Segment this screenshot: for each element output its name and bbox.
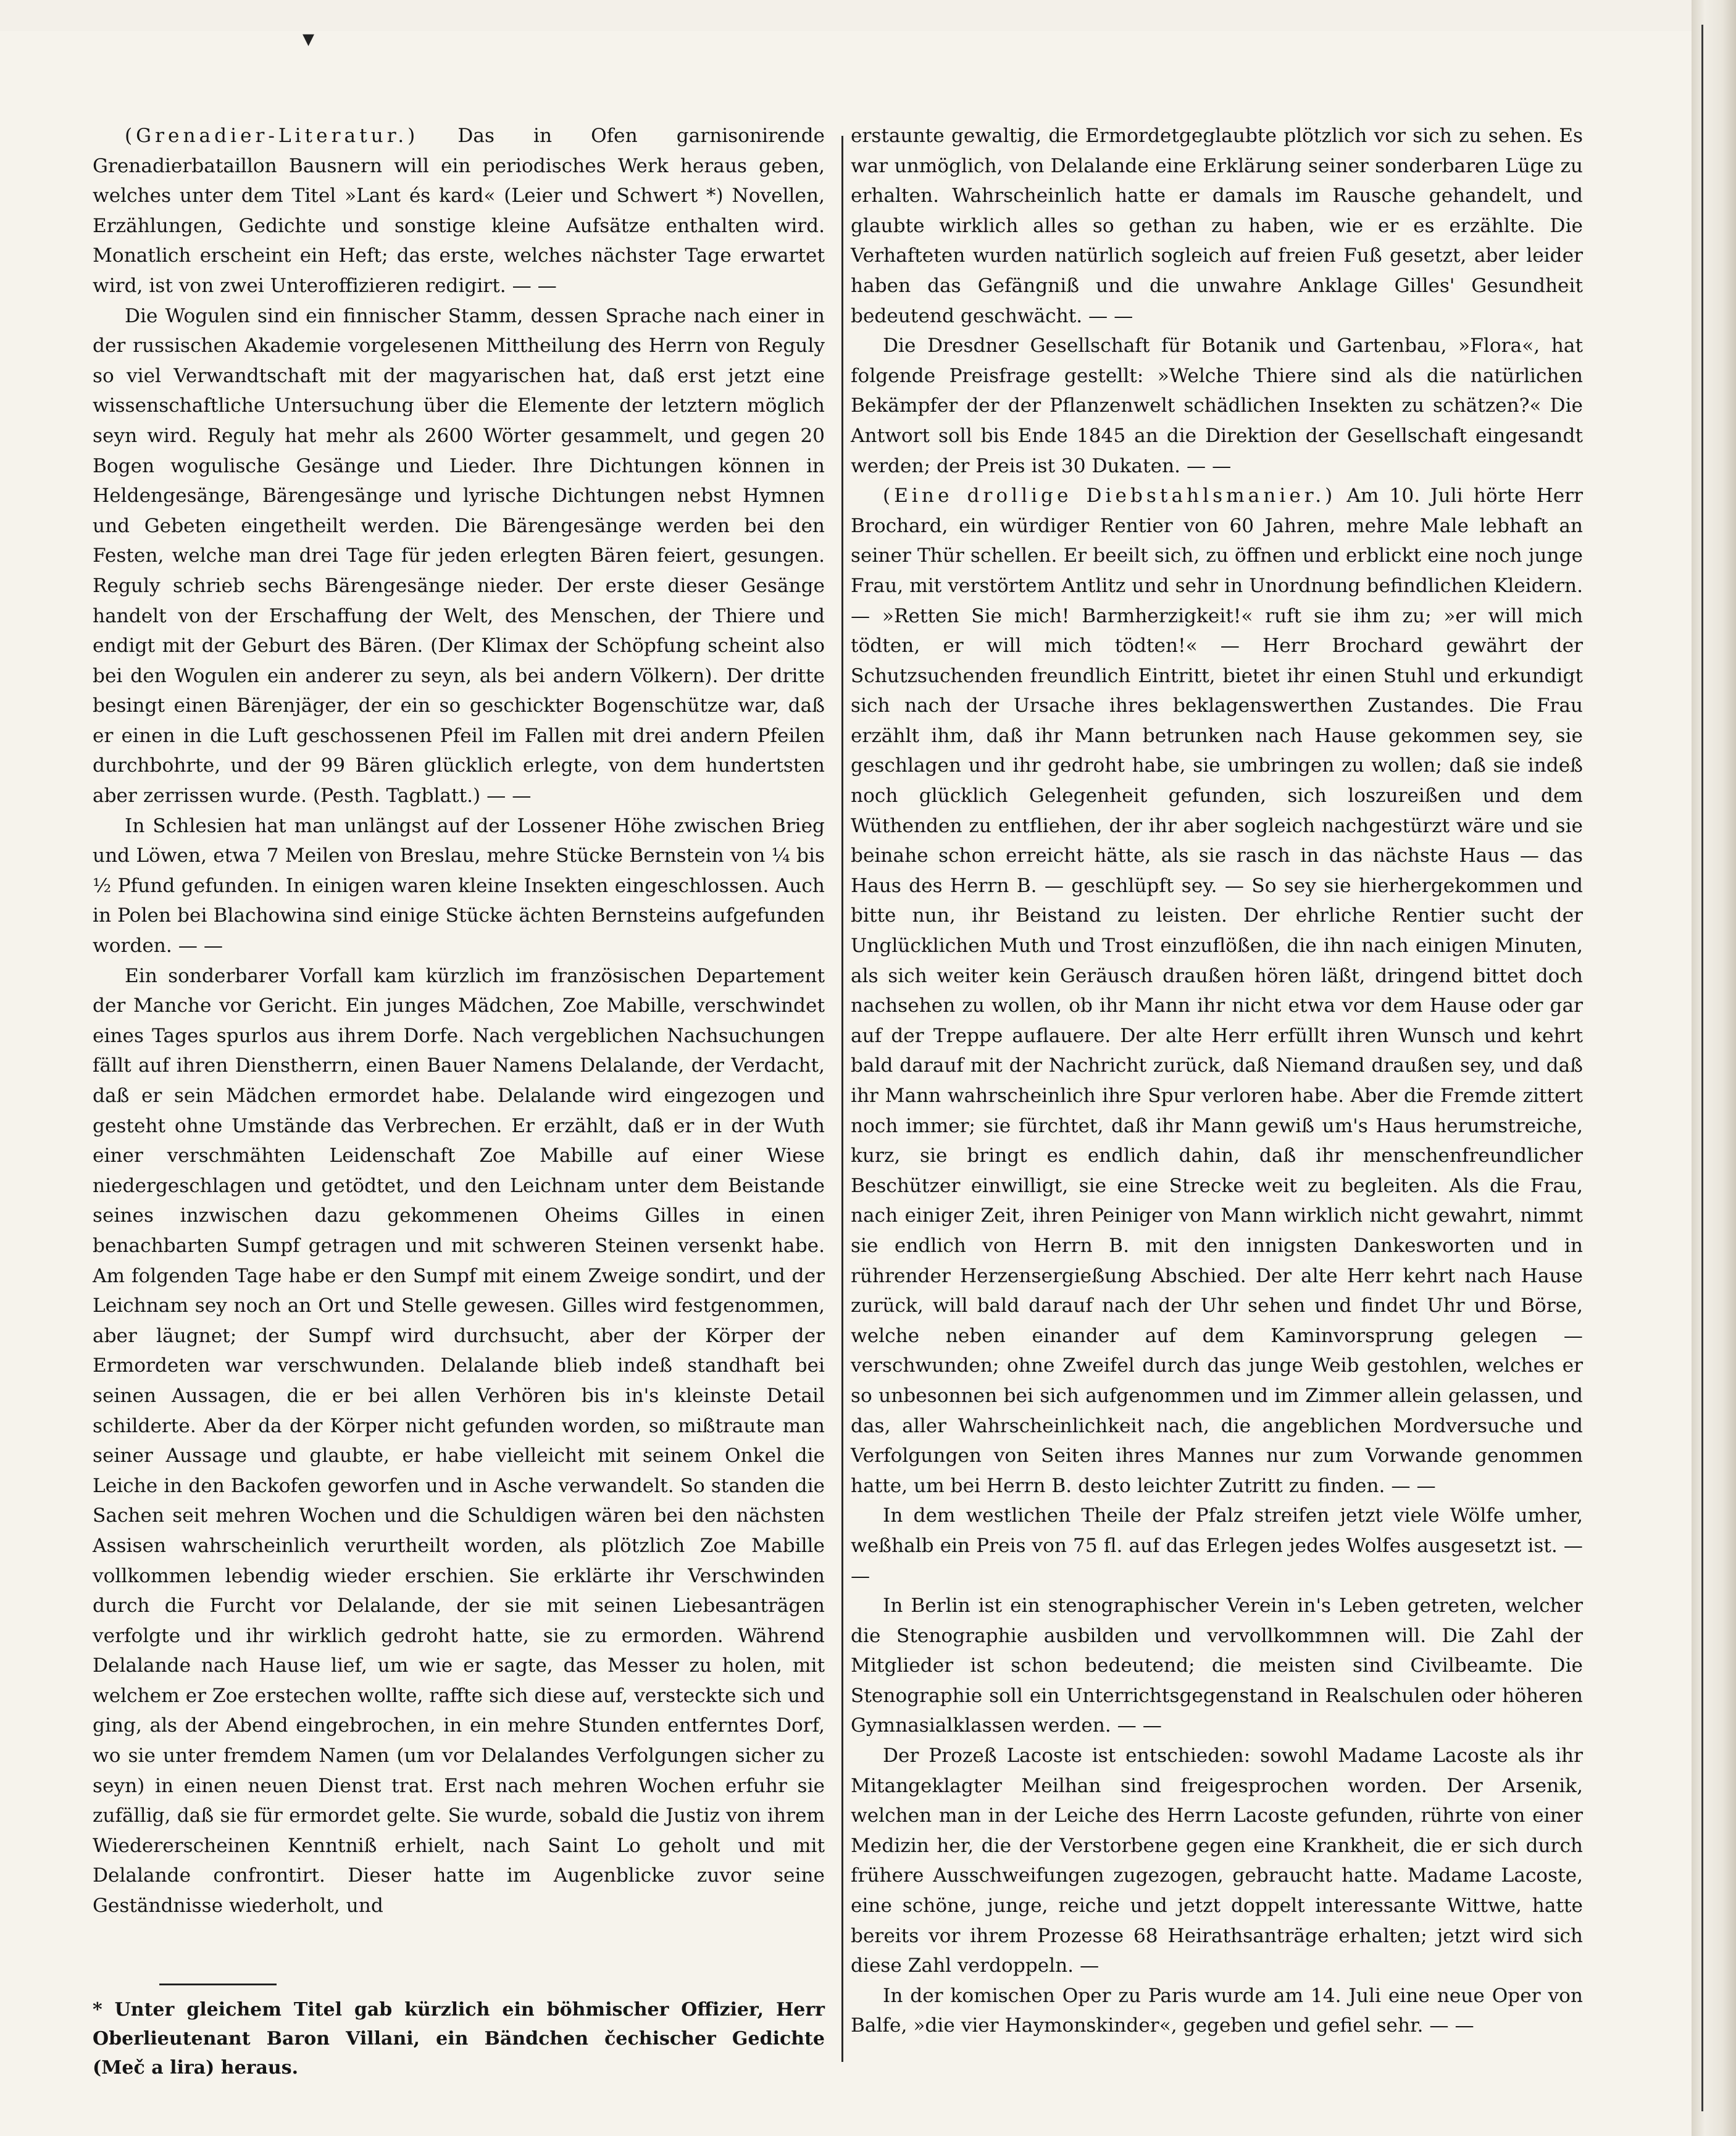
paragraph-text: In der komischen Oper zu Paris wurde am 14. Juli eine neue Oper von Balfe, »die vier Haymonskinder«, gegeben und gefiel sehr. — — (851, 1984, 1583, 2037)
paragraph-diebstahlsmanier (851, 481, 1583, 1501)
footnote-rule (159, 1984, 277, 1985)
paragraph-woelfe-pfalz (851, 1501, 1583, 1591)
paragraph-wogulen (93, 301, 825, 811)
page-top-margin (0, 0, 1736, 31)
paragraph-continuation (851, 121, 1583, 331)
paragraph-text: Das in Ofen garnisonirende Grenadierbataillon Bausnern will ein periodisches Werk heraus geben, welches unter dem Titel »Lant és kard« (Leier und Schwert *) Novellen, Erzählungen, Gedichte und sonstige kleine Aufsätze enthalten wird. Monatlich erscheint ein Heft; das erste, welches nächster Tage erwartet wird, ist von zwei Unteroffizieren redigirt. — — (93, 125, 825, 297)
section-label: (Grenadier-Literatur.) (125, 125, 419, 147)
page-edge-line (1701, 25, 1703, 2111)
paragraph-stenographie-berlin (851, 1591, 1583, 1741)
page-binding-edge (1692, 0, 1736, 2136)
right-column (851, 121, 1583, 2059)
paragraph-text: In Berlin ist ein stenographischer Verein in's Leben getreten, welcher die Stenographie ausbilden und vervollkommnen will. Die Zahl der Mitglieder ist schon bedeutend; die meisten sind Civilbeamte. Die Stenographie soll ein Unterrichtsgegenstand in Realschulen oder höheren Gymnasialklassen werden. — — (851, 1595, 1583, 1737)
ink-mark-icon: ▾ (303, 25, 315, 52)
paragraph-vorfall-manche (93, 961, 825, 1921)
paragraph-text: In Schlesien hat man unlängst auf der Lossener Höhe zwischen Brieg und Löwen, etwa 7 Meilen von Breslau, mehre Stücke Bernstein von ¼ bis ½ Pfund gefunden. In einigen waren kleine Insekten eingeschlossen. Auch in Polen bei Blachowina sind einige Stücke ächten Bernsteins aufgefunden worden. — — (93, 814, 825, 957)
paragraph-flora-preisfrage (851, 331, 1583, 481)
paragraph-bernstein (93, 811, 825, 961)
paragraph-text: In dem westlichen Theile der Pfalz streifen jetzt viele Wölfe umher, weßhalb ein Preis von 75 fl. auf das Erlegen jedes Wolfes ausgesetzt ist. — — (851, 1504, 1583, 1587)
section-label: (Eine drollige Diebstahlsmanier.) (883, 485, 1337, 507)
paragraph-text: Die Dresdner Gesellschaft für Botanik und Gartenbau, »Flora«, hat folgende Preisfrage gestellt: »Welche Thiere sind als die natürlichen Bekämpfer der der Pflanzenwelt schädlichen Insekten zu schätzen?« Die Antwort soll bis Ende 1845 an die Direktion der Gesellschaft eingesandt werden; der Preis ist 30 Dukaten. — — (851, 335, 1583, 477)
paragraph-text: Ein sonderbarer Vorfall kam kürzlich im französischen Departement der Manche vor Gericht. Ein junges Mädchen, Zoe Mabille, verschwindet eines Tages spurlos aus ihrem Dorfe. Nach vergeblichen Nachsuchungen fällt auf ihren Dienstherrn, einen Bauer Namens Delalande, der Verdacht, daß er sein Mädchen ermordet habe. Delalande wird eingezogen und gesteht ohne Umstände das Verbrechen. Er erzählt, daß er in der Wuth einer verschmähten Leidenschaft Zoe Mabille auf einer Wiese niedergeschlagen und getödtet, und den Leichnam unter dem Beistande seines inzwischen dazu gekommenen Oheims Gilles in einen benachbarten Sumpf getragen und mit schweren Steinen versenkt habe. Am folgenden Tage habe er den Sumpf mit einem Zweige sondirt, und der Leichnam sey noch an Ort und Stelle gewesen. Gilles wird festgenommen, aber läugnet; der Sumpf wird durchsucht, aber der Körper der Ermordeten war verschwunden. Delalande blieb indeß standhaft bei seinen Aussagen, die er bei allen Verhören bis in's kleinste Detail schilderte. Aber da der Körper nicht gefunden worden, so mißtraute man seiner Aussage und glaubte, er habe vielleicht mit seinem Onkel die Leiche in den Backofen geworfen und in Asche verwandelt. So standen die Sachen seit mehren Wochen und die Schuldigen wären bei den nächsten Assisen wahrscheinlich verurtheilt worden, als plötzlich Zoe Mabille vollkommen lebendig wieder erschien. Sie erklärte ihr Verschwinden durch die Furcht vor Delalande, der sie mit seinen Liebesanträgen verfolgte und ihr wirklich gedroht hatte, sie zu ermorden. Während Delalande nach Hause lief, um wie er sagte, das Messer zu holen, mit welchem er Zoe erstechen wollte, raffte sich diese auf, versteckte sich und ging, als der Abend eingebrochen, in ein mehre Stunden entferntes Dorf, wo sie unter fremdem Namen (um vor Delalandes Verfolgungen sicher zu seyn) in einen neuen Dienst trat. Erst nach mehren Wochen erfuhr sie zufällig, daß sie für ermordet gelte. Sie wurde, sobald die Justiz von ihrem Wiedererscheinen Kenntniß erhielt, nach Saint Lo geholt und mit Delalande confrontirt. Dieser hatte im Augenblicke zuvor seine Geständnisse wiederholt, und (93, 964, 825, 1917)
paragraph-prozess-lacoste (851, 1741, 1583, 1981)
paragraph-grenadier-literatur (93, 121, 825, 301)
paragraph-text: erstaunte gewaltig, die Ermordetgeglaubte plötzlich vor sich zu sehen. Es war unmöglich, von Delalande eine Erklärung seiner sonderbaren Lüge zu erhalten. Wahrscheinlich hatte er damals im Rausche gehandelt, und glaubte wirklich alles so gethan zu haben, wie er es erzählte. Die Verhafteten wurden natürlich sogleich auf freien Fuß gesetzt, aber leider haben das Gefängniß und die unwahre Anklage Gilles' Gesundheit bedeutend geschwächt. — — (851, 125, 1583, 327)
left-column (93, 121, 825, 2059)
column-divider (841, 136, 843, 2062)
paragraph-text: Die Wogulen sind ein finnischer Stamm, dessen Sprache nach einer in der russischen Akademie vorgelesenen Mittheilung des Herrn von Reguly so viel Verwandtschaft mit der magyarischen hat, daß erst jetzt eine wissenschaftliche Untersuchung über die Elemente der letztern möglich seyn wird. Reguly hat mehr als 2600 Wörter gesammelt, und gegen 20 Bogen wogulische Gesänge und Lieder. Ihre Dichtungen können in Heldengesänge, Bärengesänge und lyrische Dichtungen nebst Hymnen und Gebeten eingetheilt werden. Die Bärengesänge werden bei den Festen, welche man drei Tage für jeden erlegten Bären feiert, gesungen. Reguly schrieb sechs Bärengesänge nieder. Der erste dieser Gesänge handelt von der Erschaffung der Welt, des Menschen, der Thiere und endigt mit der Geburt des Bären. (Der Klimax der Schöpfung scheint also bei den Wogulen ein anderer zu seyn, als bei andern Völkern). Der dritte besingt einen Bärenjäger, der ein so geschickter Bogenschütze war, daß er einen in die Luft geschossenen Pfeil im Fallen mit drei andern Pfeilen durchbohrte, und der 99 Bären glücklich erlegte, von dem hundertsten aber zerrissen wurde. (Pesth. Tagblatt.) — — (93, 304, 825, 807)
footnote: * Unter gleichem Titel gab kürzlich ein böhmischer Offizier, Herr Oberlieutenant Baron Villani, ein Bändchen čechischer Gedichte (Meč a lira) heraus. (93, 1999, 825, 2079)
paragraph-text: Am 10. Juli hörte Herr Brochard, ein würdiger Rentier von 60 Jahren, mehre Male lebhaft an seiner Thür schellen. Er beeilt sich, zu öffnen und erblickt eine noch junge Frau, mit verstörtem Antlitz und sehr in Unordnung befindlichen Kleidern. — »Retten Sie mich! Barmherzigkeit!« ruft sie ihm zu; »er will mich tödten, er will mich tödten!« — Herr Brochard gewährt der Schutzsuchenden freundlich Eintritt, bietet ihr einen Stuhl und erkundigt sich nach der Ursache ihres beklagenswerthen Zustandes. Die Frau erzählt ihm, daß ihr Mann betrunken nach Hause gekommen sey, sie geschlagen und ihr gedroht habe, sie umbringen zu wollen; daß sie indeß noch glücklich Gelegenheit gefunden, sich loszureißen und dem Wüthenden zu entfliehen, der ihr aber sogleich nachgestürzt wäre und sie beinahe schon erreicht hätte, als sie rasch in das nächste Haus — das Haus des Herrn B. — geschlüpft sey. — So sey sie hierhergekommen und bitte nun, ihr Beistand zu leisten. Der ehrliche Rentier sucht der Unglücklichen Muth und Trost einzuflößen, die ihn nach einigen Minuten, als sich weiter kein Geräusch draußen hören läßt, dringend bittet doch nachsehen zu wollen, ob ihr Mann ihr nicht etwa vor dem Hause oder gar auf der Treppe auflauere. Der alte Herr erfüllt ihren Wunsch und kehrt bald darauf mit der Nachricht zurück, daß Niemand draußen sey, und daß ihr Mann wahrscheinlich ihre Spur verloren habe. Aber die Fremde zittert noch immer; sie fürchtet, daß ihr Mann gewiß um's Haus herumstreiche, kurz, sie bringt es endlich dahin, daß ihr menschenfreundlicher Beschützer einwilligt, sie eine Strecke weit zu begleiten. Als die Frau, nach einiger Zeit, ihren Peiniger von Mann wirklich nicht gewahrt, nimmt sie endlich von Herrn B. mit den innigsten Dankesworten und in rührender Herzensergießung Abschied. Der alte Herr kehrt nach Hause zurück, will bald darauf nach der Uhr sehen und findet Uhr und Börse, welche neben einander auf dem Kaminvorsprung gelegen — verschwunden; ohne Zweifel durch das junge Weib gestohlen, welches er so unbesonnen bei sich aufgenommen und im Zimmer allein gelassen, und das, aller Wahrscheinlichkeit nach, die angeblichen Mordversuche und Verfolgungen von Seiten ihres Mannes nur zum Vorwande genommen hatte, um bei Herrn B. desto leichter Zutritt zu finden. — — (851, 485, 1583, 1497)
paragraph-oper-paris (851, 1981, 1583, 2041)
paragraph-text: Der Prozeß Lacoste ist entschieden: sowohl Madame Lacoste als ihr Mitangeklagter Meilhan sind freigesprochen worden. Der Arsenik, welchen man in der Leiche des Herrn Lacoste gefunden, rührte von einer Medizin her, die der Verstorbene gegen eine Krankheit, die er sich durch frühere Ausschweifungen zugezogen, gebraucht hatte. Madame Lacoste, eine schöne, junge, reiche und jetzt doppelt interessante Wittwe, hatte bereits vor ihrem Prozesse 68 Heirathsanträge erhalten; jetzt wird sich diese Zahl verdoppeln. — (851, 1745, 1583, 1977)
